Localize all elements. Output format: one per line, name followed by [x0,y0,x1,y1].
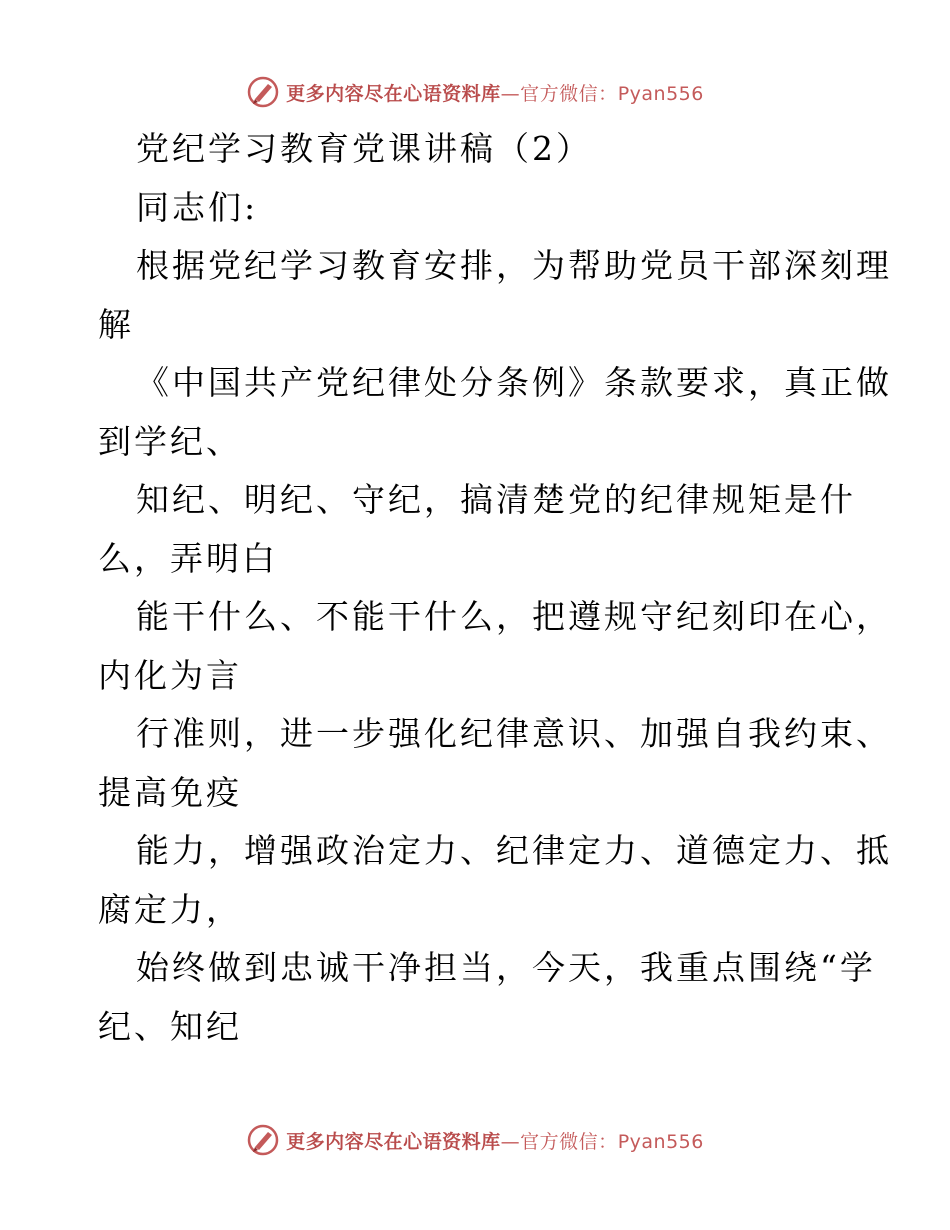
paragraph-line: 知纪、明纪、守纪，搞清楚党的纪律规矩是什 [136,480,856,519]
banner-main-text: 更多内容尽在心语资料库 [286,1130,501,1153]
paragraph-line: 始终做到忠诚干净担当，今天，我重点围绕“学 [136,948,876,987]
pen-logo-icon [246,1123,280,1157]
banner-wechat-label: 官方微信： [520,1130,618,1153]
paragraph-line: 解 [98,304,134,344]
banner-separator: — [500,82,521,105]
banner-separator: — [500,1130,521,1153]
banner-wechat-label: 官方微信： [520,82,618,105]
paragraph-line: 能干什么、不能干什么，把遵规守纪刻印在心， [136,597,892,636]
paragraph-line: 根据党纪学习教育安排，为帮助党员干部深刻理 [136,246,892,285]
banner-wechat-id: Pyan556 [617,82,704,105]
banner-main-text: 更多内容尽在心语资料库 [286,82,501,105]
banner-text [286,1127,704,1154]
footer-banner [0,1118,950,1162]
pen-logo-icon [246,75,280,109]
paragraph-line: 腐定力， [98,889,242,929]
paragraph-line: 纪、知纪 [98,1006,242,1046]
paragraph-line: 《中国共产党纪律处分条例》条款要求，真正做 [136,363,892,402]
paragraph-line: 到学纪、 [98,421,242,461]
paragraph-line: 内化为言 [98,655,242,695]
banner-text [286,79,704,106]
paragraph-line: 么，弄明白 [98,538,278,578]
paragraph-line: 能力，增强政治定力、纪律定力、道德定力、抵 [136,831,892,870]
banner-wechat-id: Pyan556 [617,1130,704,1153]
paragraph-line: 提高免疫 [98,772,242,812]
salutation: 同志们: [136,187,259,227]
paragraph-line: 行准则，进一步强化纪律意识、加强自我约束、 [136,714,892,753]
header-banner [0,70,950,114]
document-title: 党纪学习教育党课讲稿（2） [136,129,592,168]
document-body [98,120,892,1056]
